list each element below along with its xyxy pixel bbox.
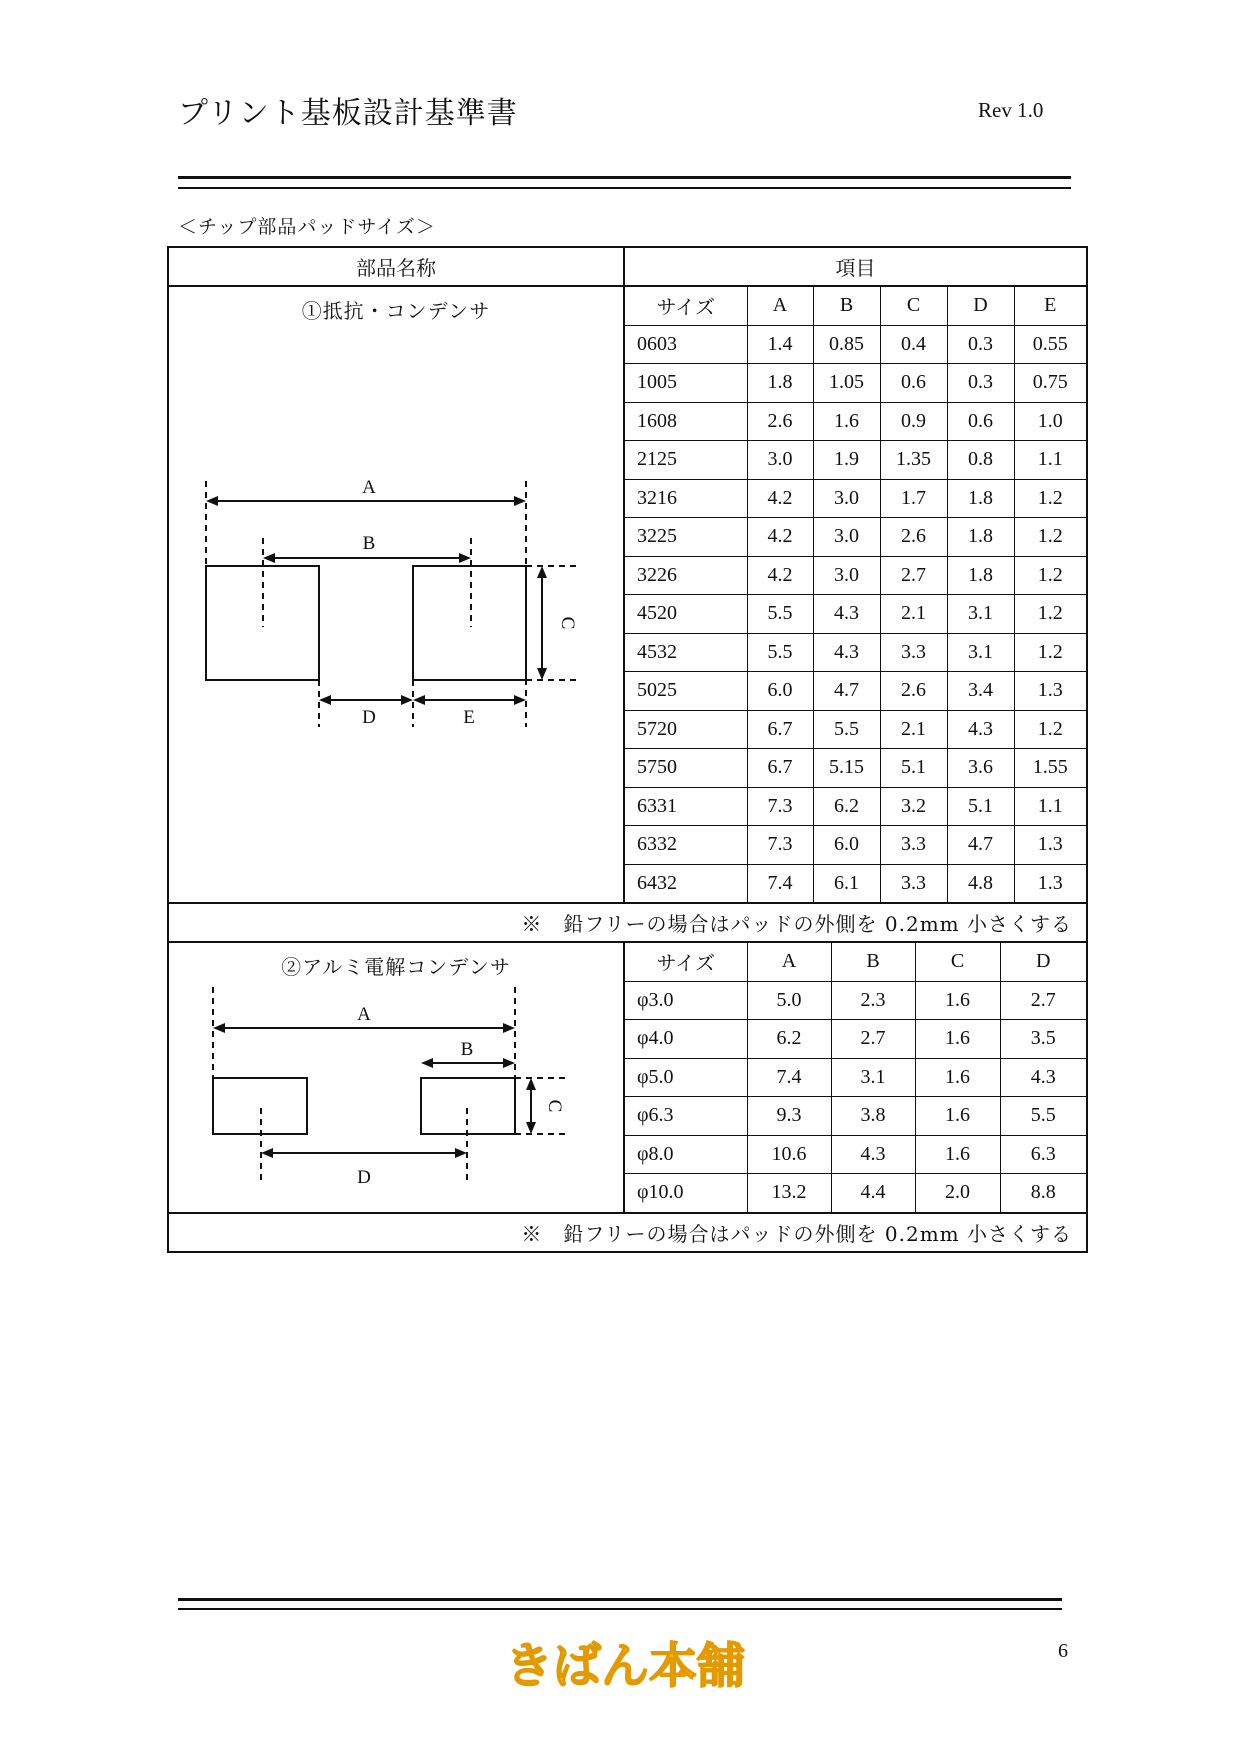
table-row: [625, 1097, 1086, 1136]
header-rule-bottom: [178, 187, 1071, 189]
table-row: [625, 518, 1086, 557]
value-cell: 3.0: [747, 441, 813, 480]
value-cell: 3.0: [813, 556, 880, 595]
value-cell: 3.3: [880, 633, 947, 672]
value-cell: 1.8: [947, 556, 1014, 595]
value-cell: 5.1: [880, 749, 947, 788]
size-cell: 6332: [625, 826, 747, 865]
size-cell: 6432: [625, 864, 747, 902]
value-cell: 13.2: [747, 1174, 831, 1212]
value-cell: 1.2: [1014, 556, 1086, 595]
table-row: [625, 595, 1086, 634]
value-cell: 3.2: [880, 787, 947, 826]
value-cell: 4.3: [813, 595, 880, 634]
size-cell: 4532: [625, 633, 747, 672]
value-cell: 1.1: [1014, 787, 1086, 826]
value-cell: 4.4: [831, 1174, 915, 1212]
value-cell: 1.1: [1014, 441, 1086, 480]
value-cell: 8.8: [1000, 1174, 1086, 1212]
resistor-header-cell: B: [813, 287, 880, 325]
value-cell: 0.85: [813, 325, 880, 364]
value-cell: 5.5: [1000, 1097, 1086, 1136]
table-row: [625, 633, 1086, 672]
value-cell: 1.8: [747, 364, 813, 403]
value-cell: 2.6: [880, 518, 947, 557]
value-cell: 1.6: [813, 402, 880, 441]
value-cell: 1.05: [813, 364, 880, 403]
electrolytic-header-row: [625, 943, 1086, 981]
table-row: [625, 672, 1086, 711]
table-row: [625, 749, 1086, 788]
value-cell: 6.7: [747, 710, 813, 749]
value-cell: 1.0: [1014, 402, 1086, 441]
value-cell: 0.75: [1014, 364, 1086, 403]
size-cell: 3225: [625, 518, 747, 557]
size-cell: φ8.0: [625, 1135, 747, 1174]
value-cell: 4.3: [1000, 1058, 1086, 1097]
value-cell: 3.1: [947, 633, 1014, 672]
resistor-header-row: [625, 287, 1086, 325]
resistor-header-cell: C: [880, 287, 947, 325]
value-cell: 9.3: [747, 1097, 831, 1136]
dim-label-d: D: [362, 707, 376, 728]
value-cell: 1.8: [947, 518, 1014, 557]
dim-label-c: C: [544, 1099, 565, 1113]
value-cell: 1.6: [915, 1097, 1000, 1136]
value-cell: 1.2: [1014, 633, 1086, 672]
size-cell: 5025: [625, 672, 747, 711]
arrow-b-left: [263, 553, 275, 563]
value-cell: 6.3: [1000, 1135, 1086, 1174]
header-rule-top: [178, 176, 1071, 179]
value-cell: 4.8: [947, 864, 1014, 902]
table-row: [625, 864, 1086, 902]
value-cell: 2.1: [880, 710, 947, 749]
value-cell: 3.4: [947, 672, 1014, 711]
resistor-header-cell: サイズ: [625, 287, 747, 325]
value-cell: 6.0: [813, 826, 880, 865]
resistor-note: ※ 鉛フリーの場合はパッドの外側を 0.2mm 小さくする: [168, 903, 1087, 942]
value-cell: 4.2: [747, 556, 813, 595]
electrolytic-header-cell: A: [747, 943, 831, 981]
value-cell: 10.6: [747, 1135, 831, 1174]
value-cell: 5.5: [747, 595, 813, 634]
arrow-c-top: [537, 566, 547, 578]
arrow-d-left: [319, 695, 331, 705]
table-row: [625, 325, 1086, 364]
value-cell: 0.6: [947, 402, 1014, 441]
value-cell: 1.4: [747, 325, 813, 364]
arrow-e-right: [514, 695, 526, 705]
value-cell: 2.7: [880, 556, 947, 595]
table-row: [625, 556, 1086, 595]
table-row: [625, 364, 1086, 403]
arrow-d-right: [401, 695, 413, 705]
arrow-b-right: [459, 553, 471, 563]
value-cell: 1.2: [1014, 595, 1086, 634]
electrolytic-values-cell: [624, 942, 1087, 1213]
resistor-header-cell: D: [947, 287, 1014, 325]
pad-size-table: [167, 246, 1088, 1253]
value-cell: 3.3: [880, 826, 947, 865]
value-cell: 1.2: [1014, 710, 1086, 749]
value-cell: 5.1: [947, 787, 1014, 826]
table-row: [625, 981, 1086, 1020]
value-cell: 1.55: [1014, 749, 1086, 788]
value-cell: 1.2: [1014, 518, 1086, 557]
logo-text: きばん本舗: [504, 1638, 746, 1694]
kiban-honpo-logo: [490, 1632, 760, 1696]
resistor-right-pad: [413, 566, 526, 680]
value-cell: 0.55: [1014, 325, 1086, 364]
value-cell: 0.4: [880, 325, 947, 364]
value-cell: 3.3: [880, 864, 947, 902]
value-cell: 3.0: [813, 479, 880, 518]
dim-label-a: A: [357, 1004, 371, 1025]
value-cell: 3.1: [947, 595, 1014, 634]
size-cell: φ5.0: [625, 1058, 747, 1097]
size-cell: 0603: [625, 325, 747, 364]
size-cell: 5750: [625, 749, 747, 788]
value-cell: 2.3: [831, 981, 915, 1020]
electrolytic-diagram-cell: [168, 942, 624, 1213]
value-cell: 2.7: [831, 1020, 915, 1059]
dim-label-e: E: [463, 707, 475, 728]
value-cell: 1.6: [915, 1058, 1000, 1097]
arrow-c-bottom: [537, 668, 547, 680]
part-name-resistor: ①抵抗・コンデンサ: [301, 299, 491, 323]
value-cell: 1.6: [915, 981, 1000, 1020]
value-cell: 2.1: [880, 595, 947, 634]
size-cell: φ10.0: [625, 1174, 747, 1212]
value-cell: 3.0: [813, 518, 880, 557]
table-row: [625, 1058, 1086, 1097]
value-cell: 7.4: [747, 864, 813, 902]
value-cell: 4.3: [947, 710, 1014, 749]
resistor-diagram-cell: [168, 286, 624, 903]
value-cell: 0.6: [880, 364, 947, 403]
electrolytic-header-cell: B: [831, 943, 915, 981]
value-cell: 6.2: [747, 1020, 831, 1059]
size-cell: 1608: [625, 402, 747, 441]
value-cell: 6.1: [813, 864, 880, 902]
value-cell: 4.7: [947, 826, 1014, 865]
value-cell: 6.0: [747, 672, 813, 711]
value-cell: 4.3: [813, 633, 880, 672]
size-cell: φ4.0: [625, 1020, 747, 1059]
value-cell: 0.8: [947, 441, 1014, 480]
value-cell: 2.6: [747, 402, 813, 441]
part-name-electrolytic: ②アルミ電解コンデンサ: [281, 955, 511, 979]
section-title: ＜チップ部品パッドサイズ＞: [178, 216, 436, 238]
value-cell: 6.2: [813, 787, 880, 826]
size-cell: 5720: [625, 710, 747, 749]
resistor-values-cell: [624, 286, 1087, 903]
arrow-a-left: [206, 496, 218, 506]
value-cell: 7.4: [747, 1058, 831, 1097]
value-cell: 3.5: [1000, 1020, 1086, 1059]
size-cell: φ3.0: [625, 981, 747, 1020]
electrolytic-size-table: [625, 943, 1086, 1212]
document-title: プリント基板設計基準書: [178, 96, 518, 131]
size-cell: φ6.3: [625, 1097, 747, 1136]
value-cell: 0.9: [880, 402, 947, 441]
dim-label-d: D: [357, 1167, 371, 1188]
size-cell: 3226: [625, 556, 747, 595]
dim-label-b: B: [460, 1039, 474, 1060]
value-cell: 4.7: [813, 672, 880, 711]
value-cell: 2.0: [915, 1174, 1000, 1212]
value-cell: 3.8: [831, 1097, 915, 1136]
electrolytic-header-cell: C: [915, 943, 1000, 981]
dim-label-c: C: [557, 616, 578, 630]
value-cell: 1.9: [813, 441, 880, 480]
electrolytic-header-cell: D: [1000, 943, 1086, 981]
value-cell: 6.7: [747, 749, 813, 788]
table-row: [625, 1174, 1086, 1212]
value-cell: 4.2: [747, 518, 813, 557]
table-row: [625, 826, 1086, 865]
value-cell: 1.35: [880, 441, 947, 480]
dim-label-b: B: [362, 533, 376, 554]
revision-label: Rev 1.0: [978, 98, 1044, 122]
value-cell: 3.6: [947, 749, 1014, 788]
value-cell: 5.5: [747, 633, 813, 672]
resistor-header-cell: E: [1014, 287, 1086, 325]
value-cell: 5.5: [813, 710, 880, 749]
value-cell: 1.7: [880, 479, 947, 518]
value-cell: 1.6: [915, 1135, 1000, 1174]
header-item: 項目: [624, 247, 1087, 286]
electrolytic-pad-diagram: [169, 943, 625, 1213]
size-cell: 3216: [625, 479, 747, 518]
electrolytic-left-pad: [213, 1078, 307, 1134]
arrow-a-right: [514, 496, 526, 506]
table-row: [625, 441, 1086, 480]
value-cell: 5.15: [813, 749, 880, 788]
value-cell: 4.2: [747, 479, 813, 518]
table-row: [625, 710, 1086, 749]
electrolytic-note: ※ 鉛フリーの場合はパッドの外側を 0.2mm 小さくする: [168, 1213, 1087, 1252]
value-cell: 0.3: [947, 364, 1014, 403]
size-cell: 1005: [625, 364, 747, 403]
table-row: [625, 402, 1086, 441]
dim-label-a: A: [362, 477, 376, 498]
value-cell: 7.3: [747, 826, 813, 865]
table-row: [625, 787, 1086, 826]
value-cell: 2.7: [1000, 981, 1086, 1020]
page-number: 6: [1058, 1640, 1068, 1662]
value-cell: 1.3: [1014, 864, 1086, 902]
value-cell: 1.2: [1014, 479, 1086, 518]
size-cell: 6331: [625, 787, 747, 826]
size-cell: 2125: [625, 441, 747, 480]
table-row: [625, 1020, 1086, 1059]
value-cell: 4.3: [831, 1135, 915, 1174]
footer-rule-top: [178, 1598, 1062, 1601]
value-cell: 3.1: [831, 1058, 915, 1097]
electrolytic-header-cell: サイズ: [625, 943, 747, 981]
value-cell: 1.3: [1014, 826, 1086, 865]
resistor-header-cell: A: [747, 287, 813, 325]
table-row: [625, 1135, 1086, 1174]
table-row: [625, 479, 1086, 518]
value-cell: 1.6: [915, 1020, 1000, 1059]
resistor-size-table: [625, 287, 1086, 902]
value-cell: 1.8: [947, 479, 1014, 518]
arrow-e-left: [413, 695, 425, 705]
value-cell: 0.3: [947, 325, 1014, 364]
value-cell: 2.6: [880, 672, 947, 711]
value-cell: 1.3: [1014, 672, 1086, 711]
size-cell: 4520: [625, 595, 747, 634]
header-part-name: 部品名称: [168, 247, 624, 286]
electrolytic-right-pad: [421, 1078, 515, 1134]
value-cell: 7.3: [747, 787, 813, 826]
footer-rule-bottom: [178, 1608, 1062, 1610]
value-cell: 5.0: [747, 981, 831, 1020]
resistor-pad-diagram: [169, 287, 625, 737]
